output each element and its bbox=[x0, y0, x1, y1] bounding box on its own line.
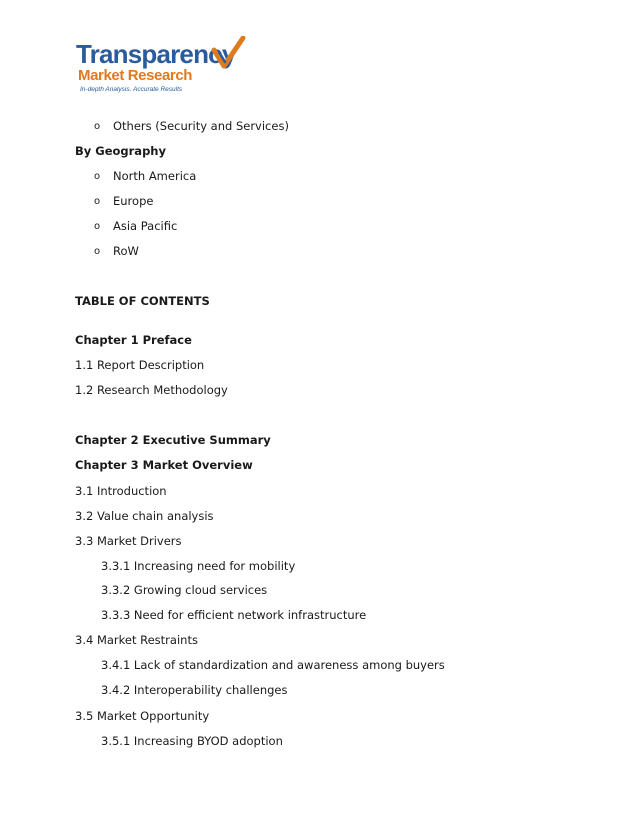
toc-section-3-4: 3.4 Market Restraints bbox=[75, 633, 198, 647]
toc-section-3-2: 3.2 Value chain analysis bbox=[75, 509, 214, 523]
logo-tagline: In-depth Analysis. Accurate Results bbox=[80, 86, 183, 93]
company-logo bbox=[76, 36, 246, 98]
logo-wordmark-line1: Transparency bbox=[76, 39, 236, 69]
toc-section-3-3: 3.3 Market Drivers bbox=[75, 534, 182, 548]
toc-subsection-3-3-2: 3.3.2 Growing cloud services bbox=[101, 583, 268, 597]
toc-section-1-1: 1.1 Report Description bbox=[75, 358, 205, 372]
bullet-marker: o bbox=[94, 221, 101, 232]
toc-subsection-3-4-1: 3.4.1 Lack of standardization and awareness among buyers bbox=[101, 658, 445, 672]
bullet-marker: o bbox=[94, 196, 101, 207]
list-item-asia-pacific: Asia Pacific bbox=[113, 219, 178, 233]
toc-chapter-2: Chapter 2 Executive Summary bbox=[75, 433, 271, 447]
toc-section-1-2: 1.2 Research Methodology bbox=[75, 383, 228, 397]
list-item-others: Others (Security and Services) bbox=[113, 119, 289, 133]
list-item-north-america: North America bbox=[113, 169, 197, 183]
logo-wordmark-line2: Market Research bbox=[78, 67, 193, 84]
checkmark-icon bbox=[210, 36, 246, 72]
bullet-marker: o bbox=[94, 171, 101, 182]
toc-section-3-1: 3.1 Introduction bbox=[75, 484, 167, 498]
toc-subsection-3-3-3: 3.3.3 Need for efficient network infrastructure bbox=[101, 608, 367, 622]
toc-chapter-1: Chapter 1 Preface bbox=[75, 333, 192, 347]
toc-chapter-3: Chapter 3 Market Overview bbox=[75, 458, 253, 472]
toc-heading: TABLE OF CONTENTS bbox=[75, 294, 210, 308]
toc-subsection-3-3-1: 3.3.1 Increasing need for mobility bbox=[101, 559, 296, 573]
bullet-marker: o bbox=[94, 246, 101, 257]
toc-section-3-5: 3.5 Market Opportunity bbox=[75, 709, 210, 723]
list-item-row: RoW bbox=[113, 244, 139, 258]
toc-subsection-3-4-2: 3.4.2 Interoperability challenges bbox=[101, 683, 288, 697]
section-heading-by-geography: By Geography bbox=[75, 144, 166, 158]
bullet-marker: o bbox=[94, 121, 101, 132]
list-item-europe: Europe bbox=[113, 194, 154, 208]
toc-subsection-3-5-1: 3.5.1 Increasing BYOD adoption bbox=[101, 734, 283, 748]
